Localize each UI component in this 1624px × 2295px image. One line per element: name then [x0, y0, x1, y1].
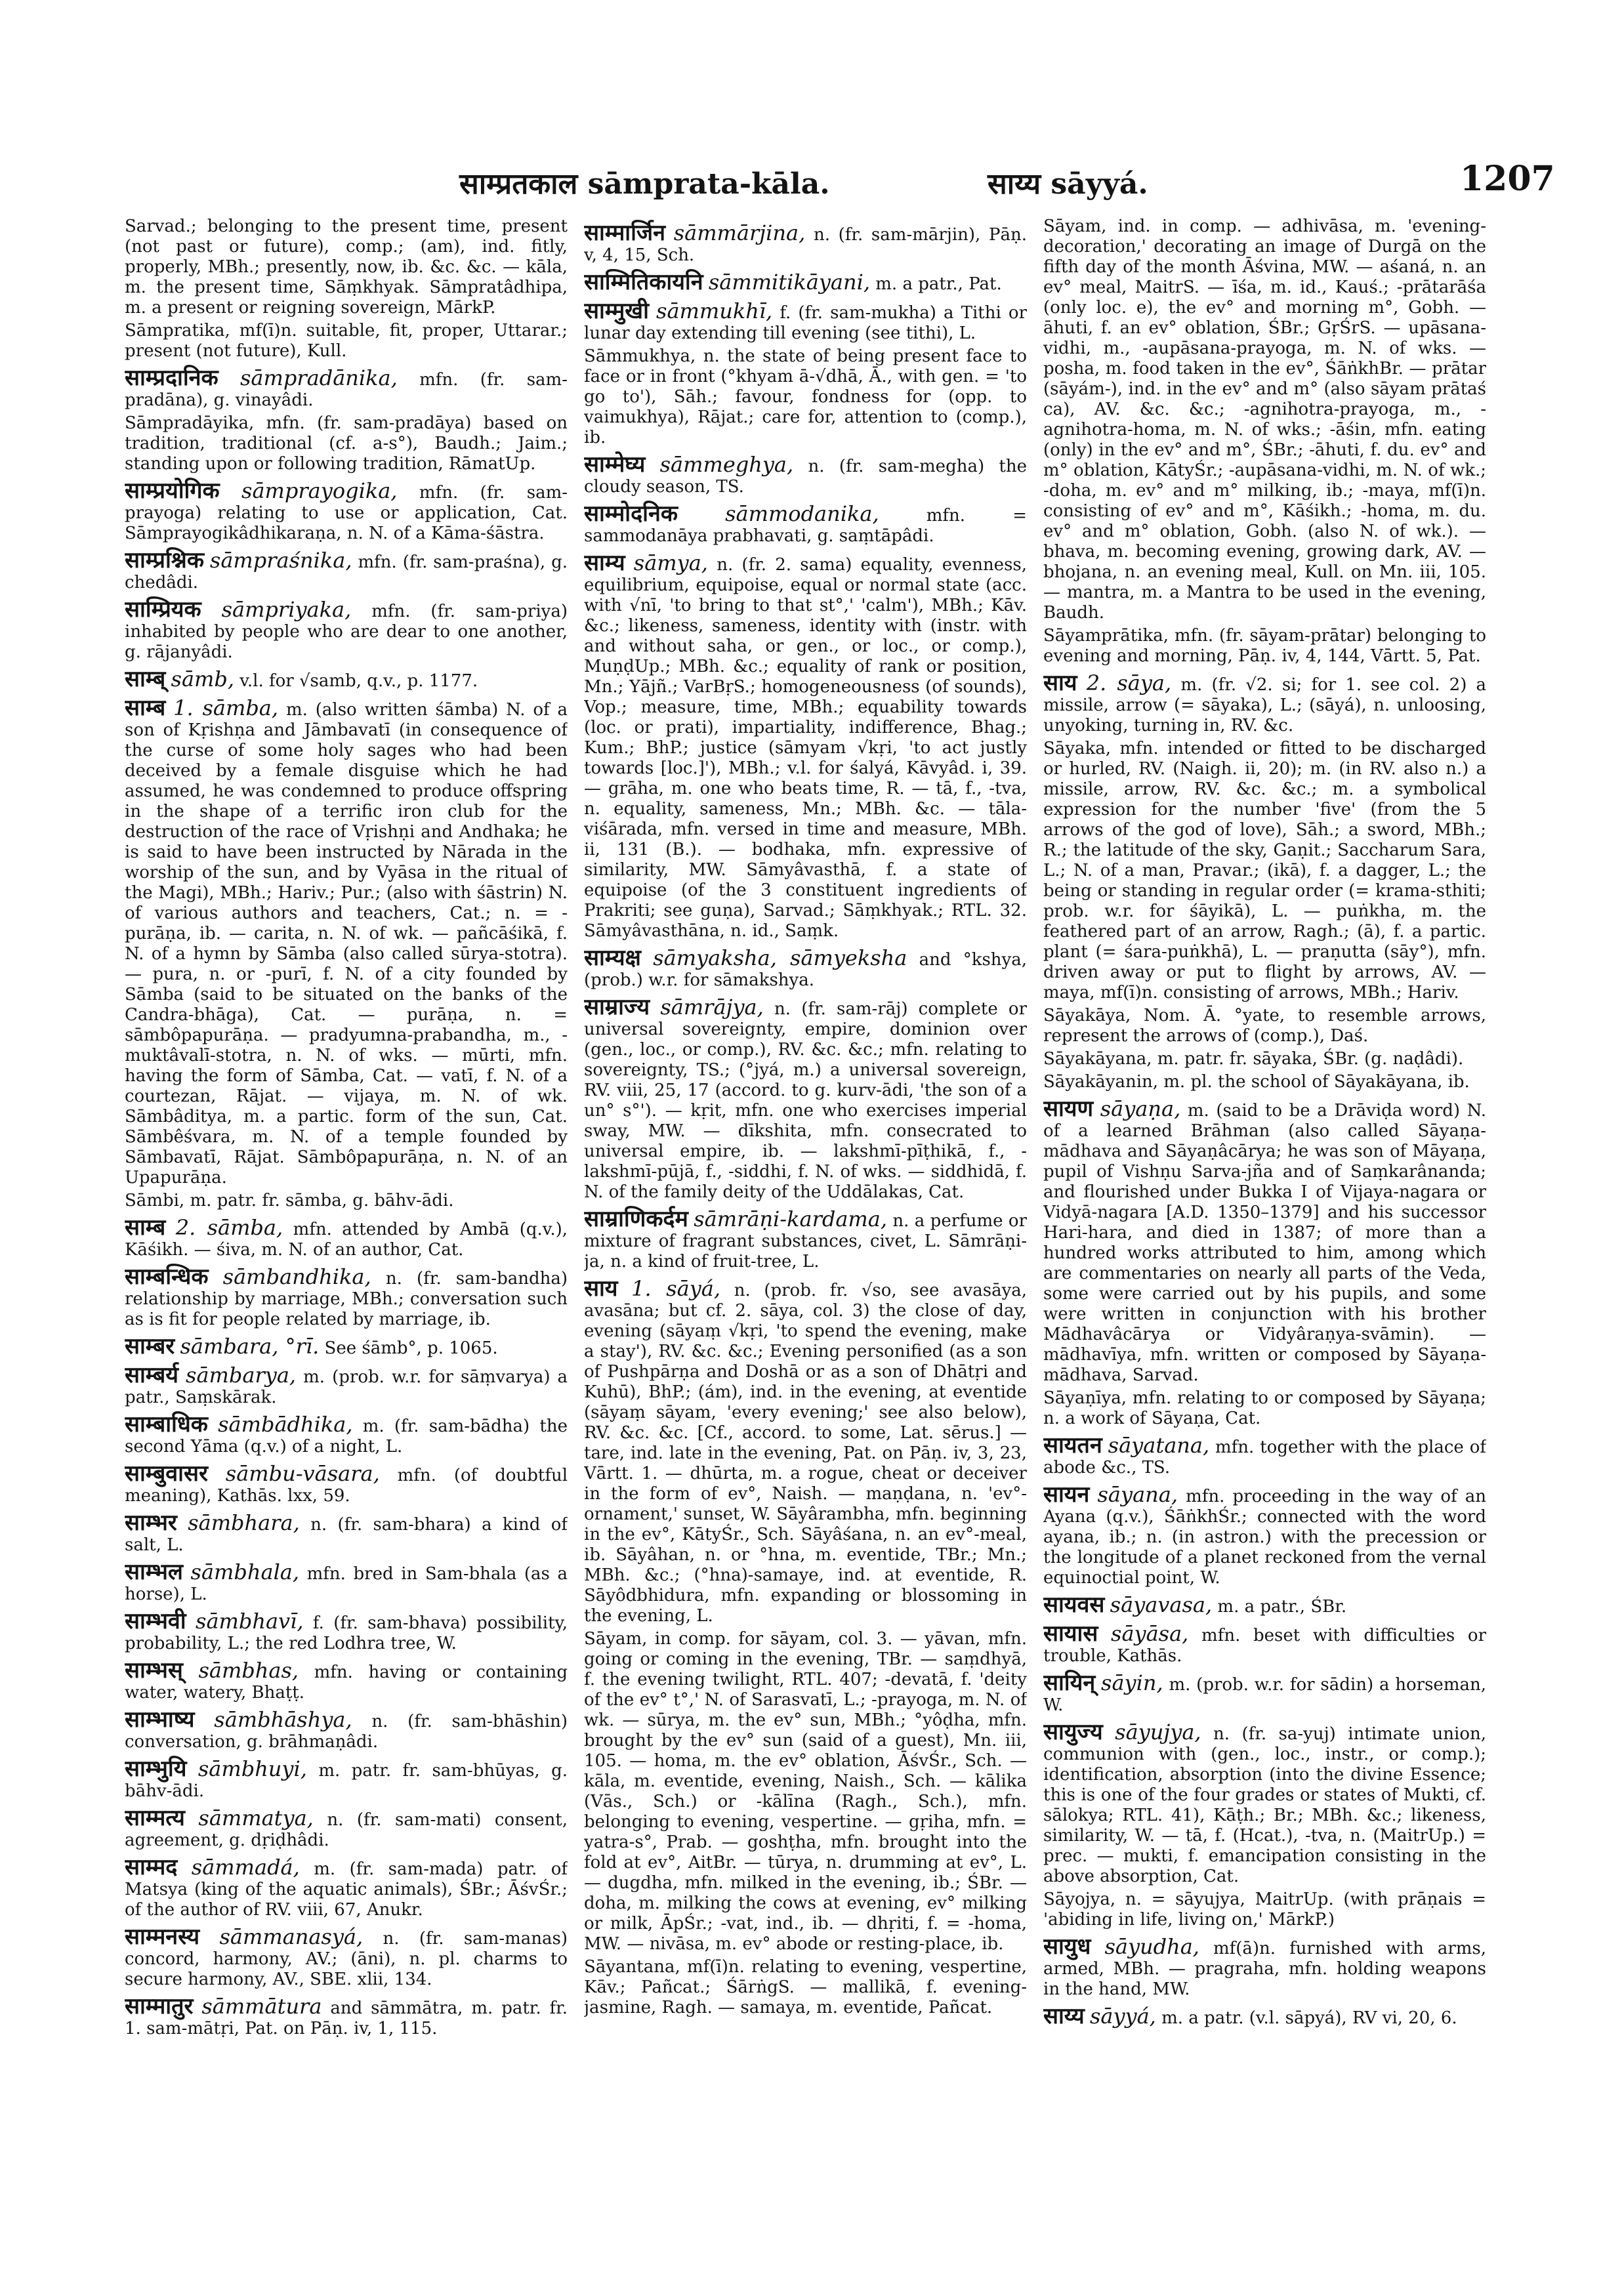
- entry-definition: m. (fr. sam-mada) patr. of Matsya (king of the aquatic animals), ŚBr.; ĀśvŚr.; of the author of RV. viii, 67, Anukr.: [125, 1859, 568, 1920]
- entry-definition: and sāmmātra, m. patr. fr. 1. sam-mātṛi, Pat. on Pāṇ. iv, 1, 115.: [125, 1998, 568, 2038]
- entry-definition: and °kshya, (prob.) w.r. for sāmakshya.: [584, 950, 1027, 990]
- headword-devanagari: साम्बाधिक: [125, 1411, 208, 1437]
- entry-definition: m. a patr., Pat.: [875, 274, 1002, 294]
- entry-definition: n. (fr. sam-manas) concord, harmony, AV.; (āni), n. pl. charms to secure harmony, AV., SBE. xlii, 134.: [125, 1929, 568, 1989]
- headword-transliteration: sāyin,: [1101, 1670, 1163, 1695]
- dictionary-entry: [584, 550, 1027, 941]
- headword-transliteration: sāmmitikāyani,: [708, 270, 871, 295]
- dictionary-entry: [584, 220, 1027, 266]
- dictionary-entry: [125, 1756, 568, 1802]
- page-number: 1207: [1460, 159, 1555, 199]
- headword-transliteration: sāmbhuyi,: [198, 1756, 307, 1781]
- headword-transliteration: sāmrājya,: [660, 995, 764, 1020]
- entry-definition: m. a patr. (v.l. sāpyá), RV vi, 20, 6.: [1161, 2008, 1457, 2028]
- entry-definition: m. (fr. √2. si; for 1. see col. 2) a missile, arrow (= sāyaka), L.; (sāyá), n. unloosing, unyoking, turning in, RV. &c.: [1043, 675, 1486, 735]
- entry-definition: mfn. together with the place of abode &c., TS.: [1043, 1437, 1486, 1478]
- headword-transliteration: sāmbhavī,: [196, 1609, 304, 1634]
- entry-definition: Sāyaka, mfn. intended or fitted to be discharged or hurled, RV. (Naigh. ii, 20); m. (in RV. also n.) a missile, arrow, RV. &c. &c.; m. a symbolical expression for the number 'five' (from the 5 arrows of the god of love), Sāh.; a sword, MBh.; R.; the latitude of the sky, Gaṇit.; Saccharum Sara, L.; N. of a man, Pravar.; (ikā), f. a dagger, L.; the being or standing in regular order (= krama-sthiti; prob. w.r. for śāyikā), L. — puṅkha, m. the feathered part of an arrow, Ragh.; (ā), f. a partic. plant (= śara-puṅkhā), L. — praṇutta (sāy°), mfn. driven away or put to flight by arrows, AV. — maya, mf(ī)n. consisting of arrows, MBh.; Hariv.: [1043, 739, 1486, 1003]
- dictionary-entry: [584, 945, 1027, 991]
- entry-definition: n. (fr. sam-mārjin), Pāṇ. v, 4, 15, Sch.: [584, 225, 1027, 265]
- headword-devanagari: सायतन: [1043, 1432, 1102, 1458]
- dictionary-entry: [125, 1559, 568, 1605]
- entry-definition: Sāmpratika, mf(ī)n. suitable, fit, proper, Uttarar.; present (not future), Kull.: [125, 321, 568, 361]
- dictionary-entry: [1043, 739, 1486, 1003]
- dictionary-entry: [584, 298, 1027, 344]
- headword-transliteration: sāmmātura: [201, 1994, 322, 2019]
- entry-definition: Sāmpradāyika, mfn. (fr. sam-pradāya) based on tradition, traditional (cf. a-s°), Baudh.; Jaim.; standing upon or following tradition, RāmatUp.: [125, 413, 568, 474]
- dictionary-entry: [125, 695, 568, 1188]
- dictionary-entry: [1043, 1096, 1486, 1386]
- headword-devanagari: सायुध: [1043, 1933, 1091, 1960]
- entry-definition: mfn. having or containing water, watery, Bhaṭṭ.: [125, 1663, 568, 1703]
- headword-transliteration: sāmpradānika,: [240, 365, 398, 390]
- headword-transliteration: sāmbhāshya,: [214, 1707, 352, 1732]
- headword-transliteration: 1. sāyá,: [631, 1276, 721, 1301]
- headword-devanagari: साम्मितिकायनि: [584, 269, 703, 295]
- entry-definition: mfn. beset with difficulties or trouble, Kathās.: [1043, 1626, 1486, 1666]
- dictionary-entry: [584, 1957, 1027, 2018]
- headword-devanagari: साम्प्रश्निक: [125, 547, 204, 573]
- dictionary-entry: [1043, 1006, 1486, 1046]
- entry-definition: Sāyantana, mf(ī)n. relating to evening, vespertine, Kāv.; Pañcat.; ŚārṅgS. — mallikā, f. evening-jasmine, Ragh. — samaya, m. eventide, Pañcat.: [584, 1957, 1027, 2017]
- headword-transliteration: sāmbhala,: [190, 1560, 300, 1584]
- headword-transliteration: sāmbara, °rī.: [180, 1334, 320, 1359]
- dictionary-entry: [1043, 2003, 1486, 2029]
- dictionary-entry: [125, 1333, 568, 1359]
- headword-transliteration: sāyavasa,: [1110, 1592, 1213, 1617]
- headword-devanagari: साम्बर्य: [125, 1362, 178, 1388]
- dictionary-entry: [1043, 1432, 1486, 1478]
- dictionary-entry: [125, 1460, 568, 1506]
- entry-definition: m. a patr., ŚBr.: [1217, 1597, 1347, 1617]
- headword-devanagari: साम्मार्जिन: [584, 220, 665, 246]
- headword-devanagari: सायवस: [1043, 1592, 1105, 1618]
- headword-transliteration: sāmbhas,: [198, 1658, 299, 1683]
- headword-devanagari: साम्भाष्य: [125, 1706, 195, 1733]
- entry-definition: Sāmbi, m. patr. fr. sāmba, g. bāhv-ādi.: [125, 1191, 454, 1210]
- headword-transliteration: sāyudha,: [1104, 1934, 1199, 1959]
- dictionary-entry: [1043, 626, 1486, 667]
- dictionary-entry: [1043, 1890, 1486, 1930]
- headword-devanagari: साम्भर: [125, 1510, 177, 1536]
- entry-definition: mfn. (fr. sam-praśna), g. chedâdi.: [125, 552, 568, 592]
- dictionary-entry: [1043, 670, 1486, 736]
- dictionary-entry: [125, 1510, 568, 1556]
- entry-definition: n. (fr. sam-bandha) relationship by marriage, MBh.; conversation such as is fit for people related by marriage, ib.: [125, 1269, 568, 1329]
- headword-devanagari: साम्भल: [125, 1559, 183, 1585]
- dictionary-entry: [1043, 1621, 1486, 1666]
- headword-transliteration: sāmmārjina,: [673, 220, 806, 245]
- headword-transliteration: sāmmanasyá,: [219, 1924, 364, 1949]
- entry-definition: Sāyakāya, Nom. Ā. °yate, to resemble arrows, represent the arrows of (comp.), Daś.: [1043, 1006, 1486, 1046]
- dictionary-entry: [125, 217, 568, 318]
- headword-devanagari: सायिन्: [1043, 1670, 1096, 1696]
- entry-definition: mfn. (fr. sam-pradāna), g. vinayâdi.: [125, 370, 568, 410]
- entry-definition: f. (fr. sam-bhava) possibility, probability, L.; the red Lodhra tree, W.: [125, 1613, 568, 1653]
- entry-definition: mf(ā)n. furnished with arms, armed, MBh. — pragraha, mfn. holding weapons in the hand, MW.: [1043, 1939, 1486, 1999]
- headword-devanagari: साम्मद: [125, 1854, 178, 1880]
- entry-definition: See śāmb°, p. 1065.: [324, 1338, 498, 1358]
- headword-devanagari: साम्बर: [125, 1333, 175, 1359]
- entry-definition: m. patr. fr. sam-bhūyas, g. bāhv-ādi.: [125, 1761, 568, 1801]
- headword-transliteration: sāyujya,: [1115, 1720, 1201, 1745]
- entry-definition: Sāyojya, n. = sāyujya, MaitrUp. (with prāṇais = 'abiding in life, living on,' MārkP.): [1043, 1890, 1486, 1930]
- headword-transliteration: sāmb,: [171, 667, 235, 692]
- entry-definition: Sāyam, ind. in comp. — adhivāsa, m. 'evening-decoration,' decorating an image of Durgā on the fifth day of the month Āśvina, MW. — aśaná, n. an ev° meal, MaitrS. — īśa, m. id., Kauś.; -prātarāśa (only loc. e), the ev° and morning m°, Gobh. — āhuti, f. an ev° oblation, ŚBr.; GṛŚrS. — upāsana-vidhi, m., -aupāsana-prayoga, m. N. of wks. — posha, m. food taken in the ev°, ŚāṅkhBr. — prātar (sāyám-), ind. in the ev° and m° (also sāyam prātaś ca), AV. &c. &c.; -agnihotra-prayoga, m., -agnihotra-homa, m. N. of wks.; -āśin, mfn. eating (only) in the ev° and m°, ŚBr.; -āhuti, f. du. ev° and m° oblation, KātyŚr.; -aupāsana-vidhi, m. N. of wk.; -doha, m. ev° and m° milking, ib.; -maya, mf(ī)n. consisting of ev° and m°, Kāśikh.; -homa, m. du. ev° and m° oblation, Gobh. (also N. of wk.). — bhava, m. becoming evening, growing dark, AV. — bhojana, n. an evening meal, Kull. on Mn. iii, 105. — mantra, m. a Mantra to be used in the evening, Baudh.: [1043, 217, 1486, 623]
- headword-transliteration: sāmbarya,: [186, 1363, 297, 1388]
- entry-definition: mfn. bred in Sam-bhala (as a horse), L.: [125, 1564, 568, 1604]
- entry-definition: n. (fr. sam-bhara) a kind of salt, L.: [125, 1515, 568, 1555]
- headword-transliteration: sāyatana,: [1108, 1433, 1210, 1458]
- headword-devanagari: साय्य: [1043, 2003, 1085, 2029]
- dictionary-entry: [125, 1411, 568, 1457]
- dictionary-entry: [1043, 217, 1486, 623]
- dictionary-entry: [125, 547, 568, 593]
- dictionary-entry: [125, 1362, 568, 1408]
- entry-definition: n. (fr. sam-bhāshin) conversation, g. brāhmaṇâdi.: [125, 1712, 568, 1752]
- dictionary-entry: [584, 1629, 1027, 1954]
- dictionary-entry: [125, 321, 568, 362]
- headword-devanagari: साम्राज्य: [584, 994, 650, 1020]
- headword-transliteration: 2. sāya,: [1086, 671, 1172, 695]
- entry-definition: n. (fr. 2. sama) equality, evenness, equilibrium, equipoise, equal or normal state (acc. with √nī, 'to bring to that st°,' 'calm'), MBh.; Kāv. &c.; likeness, sameness, identity with (instr. with and without saha, or gen., or loc., or comp.), MuṇḍUp.; MBh. &c.; equality of rank or position, Mn.; Yājñ.; VarBṛS.; homogeneousness (of sounds), Vop.; measure, time, MBh.; equability towards (loc. or prati), impartiality, indifference, Bhag.; Kum.; BhP.; justice (sāmyam √kṛi, 'to act justly towards [loc.]'), MBh.; v.l. for śalyá, Kāvyâd. i, 39. — grāha, m. one who beats time, R. — tā, f., -tva, n. equality, sameness, Mn.; MBh. &c. — tāla-viśārada, mfn. versed in time and measure, MBh. ii, 131 (B.). — bodhaka, mfn. expressive of similarity, MW. Sāmyâvasthā, f. a state of equipoise (of the 3 constituent ingredients of Prakriti; see guṇa), Sarvad.; Sāṃkhyak.; RTL. 32. Sāmyâvasthāna, n. id., Saṃk.: [584, 555, 1027, 941]
- headword-transliteration: 1. sāmba,: [173, 695, 279, 720]
- headword-devanagari: साम्बन्धिक: [125, 1264, 209, 1290]
- headword-transliteration: sāyaṇa,: [1100, 1096, 1181, 1121]
- dictionary-entry: [125, 1657, 568, 1703]
- headword-devanagari: साम्मत्य: [125, 1805, 185, 1831]
- entry-definition: v.l. for √samb, q.v., p. 1177.: [239, 671, 478, 691]
- column-2: [584, 217, 1027, 2277]
- headword-devanagari: साम्भवी: [125, 1608, 186, 1634]
- headword-devanagari: साम्मातुर: [125, 1993, 194, 2019]
- entry-definition: Sāmmukhya, n. the state of being present face to face or in front (°khyam ā-√dhā, Ā., with gen. = 'to go to'), Sāh.; favour, fondness for (opp. to vaimukhya), Rājat.; care for, attention to (comp.), ib.: [584, 346, 1027, 447]
- entry-definition: m. (said to be a Drāviḍa word) N. of a learned Brāhman (also called Sāyaṇa-mādhava and Sāyaṇâcārya; he was son of Māyaṇa, pupil of Vishṇu Sarva-jña and of Saṃkarânanda; and flourished under Bukka I of Vijaya-nagara or Vidyā-nagara [A.D. 1350–1379] and his successor Hari-hara, and died in 1387; of more than a hundred works attributed to him, among which are commentaries on nearly all parts of the Veda, some were carried out by his pupils, and some were written in conjunction with his brother Mādhavâcārya or Vidyâraṇya-svāmin). — mādhavīya, mfn. written or composed by Sāyaṇa-mādhava, Sarvad.: [1043, 1101, 1486, 1385]
- headword-devanagari: साम्मनस्य: [125, 1924, 200, 1950]
- entry-definition: mfn. (fr. sam-prayoga) relating to use or application, Cat. Sāmprayogikâdhikaraṇa, n. N. of a Kāma-śāstra.: [125, 483, 568, 543]
- entry-definition: Sāyakāyanin, m. pl. the school of Sāyakāyana, ib.: [1043, 1072, 1470, 1092]
- entry-definition: mfn. (fr. sam-priya) inhabited by people who are dear to one another, g. rājanyâdi.: [125, 602, 568, 662]
- headword-devanagari: साय: [1043, 670, 1077, 696]
- headword-devanagari: साम्प्रदानिक: [125, 365, 219, 391]
- headword-devanagari: साम्भस्: [125, 1657, 183, 1684]
- dictionary-entry: [1043, 1049, 1486, 1069]
- entry-definition: Sāyakāyana, m. patr. fr. sāyaka, ŚBr. (g. naḍâdi).: [1043, 1049, 1464, 1069]
- dictionary-entry: [584, 269, 1027, 295]
- column-1: [125, 217, 568, 2277]
- dictionary-entry: [125, 1191, 568, 1211]
- headword-devanagari: सायास: [1043, 1621, 1098, 1647]
- headword-transliteration: sāmbādhika,: [218, 1412, 353, 1437]
- dictionary-entry: [125, 478, 568, 544]
- dictionary-entry: [584, 451, 1027, 497]
- headword-transliteration: sāmbu-vāsara,: [225, 1461, 380, 1486]
- dictionary-entry: [125, 1924, 568, 1990]
- entry-definition: n. (fr. sam-megha) the cloudy season, TS.: [584, 457, 1027, 497]
- headword-devanagari: साम्मोदनिक: [584, 501, 678, 527]
- entry-definition: Sarvad.; belonging to the present time, present (not past or future), comp.; (am), ind. fitly, properly, MBh.; presently, now, ib. &c. &c. — kāla, m. the present time, Sāṃkhyak. Sāmpratâdhipa, m. a present or reigning sovereign, MārkP.: [125, 217, 568, 318]
- column-3: [1043, 217, 1486, 2277]
- dictionary-entry: [1043, 1592, 1486, 1618]
- entry-definition: m. (prob. w.r. for sādin) a horseman, W.: [1043, 1675, 1486, 1715]
- page-header: [0, 159, 1624, 209]
- dictionary-entry: [125, 1854, 568, 1920]
- headword-devanagari: साम्ब्: [125, 666, 166, 692]
- dictionary-entry: [125, 413, 568, 474]
- headword-transliteration: sāmmadá,: [191, 1855, 300, 1880]
- dictionary-entry: [125, 1214, 568, 1260]
- dictionary-entry: [584, 346, 1027, 448]
- dictionary-entry: [125, 1264, 568, 1330]
- dictionary-entry: [125, 596, 568, 663]
- dictionary-entry: [125, 666, 568, 692]
- entry-definition: mfn. proceeding in the way of an Ayana (q.v.), ŚāṅkhŚr.; connected with the word ayana, ib.; n. (in astron.) with the precession or the longitude of a planet reckoned from the vernal equinoctial point, W.: [1043, 1487, 1486, 1588]
- headword-transliteration: sāmmeghya,: [659, 452, 794, 477]
- headword-devanagari: साम्मुखी: [584, 298, 649, 324]
- entry-definition: n. (fr. sam-rāj) complete or universal sovereignty, empire, dominion over (gen., loc., or comp.), RV. &c. &c.; mfn. relating to sovereignty, TS.; (°jyá, m.) a universal sovereign, RV. viii, 25, 17 (accord. to g. kurv-ādi, 'the son of a un° s°'). — kṛit, mfn. one who exercises imperial sway, MW. — dīkshita, mfn. consecrated to universal empire, ib. — lakshmī-pīṭhikā, f., -lakshmī-pūjā, f., -siddhi, f. N. of wks. — siddhidā, f. N. of the family deity of the Uddālakas, Cat.: [584, 999, 1027, 1202]
- headword-devanagari: साम्ब: [125, 1214, 166, 1241]
- entry-definition: n. a perfume or mixture of fragrant substances, civet, L. Sāmrāṇi-ja, n. a kind of fruit-tree, L.: [584, 1211, 1027, 1272]
- headword-transliteration: sāyyá,: [1089, 2004, 1156, 2029]
- dictionary-entry: [584, 1275, 1027, 1626]
- entry-definition: n. (fr. sa-yuj) intimate union, communion with (gen., loc., instr., or comp.); identification, absorption (into the divine Essence; this is one of the four grades or states of Mukti, cf. sālokya; RTL. 41), Kāṭh.; Br.; MBh. &c.; likeness, similarity, W. — tā, f. (Hcat.), -tva, n. (MaitrUp.) = prec. — mukti, f. emancipation consisting in the above absorption, Cat.: [1043, 1724, 1486, 1886]
- headword-transliteration: sāmpriyaka,: [221, 597, 352, 622]
- headword-transliteration: sāyana,: [1097, 1482, 1178, 1507]
- headword-devanagari: साय: [584, 1275, 618, 1302]
- dictionary-entry: [584, 994, 1027, 1203]
- headword-devanagari: साम्य: [584, 550, 625, 576]
- headword-devanagari: साम्मेघ्य: [584, 451, 646, 478]
- dictionary-entry: [1043, 1481, 1486, 1588]
- headword-transliteration: sāyāsa,: [1111, 1621, 1189, 1646]
- dictionary-entry: [125, 1805, 568, 1851]
- entry-definition: mfn. (of doubtful meaning), Kathās. lxx, 59.: [125, 1466, 568, 1506]
- dictionary-entry: [584, 1206, 1027, 1272]
- entry-definition: f. (fr. sam-mukha) a Tithi or lunar day extending till evening (see tithi), L.: [584, 303, 1027, 343]
- dictionary-entry: [125, 1608, 568, 1654]
- dictionary-entry: [125, 1993, 568, 2039]
- headword-transliteration: sāmmukhī,: [656, 299, 773, 323]
- headword-transliteration: sāmmatya,: [198, 1806, 314, 1830]
- headword-transliteration: 2. sāmba,: [175, 1215, 283, 1240]
- headword-devanagari: साम्ब: [125, 695, 166, 721]
- entry-definition: m. (fr. sam-bādha) the second Yāma (q.v.) of a night, L.: [125, 1416, 568, 1457]
- headword-transliteration: sāmyaksha, sāmyeksha: [653, 945, 907, 970]
- dictionary-entry: [1043, 1670, 1486, 1716]
- entry-definition: Sāyamprātika, mfn. (fr. sāyam-prātar) belonging to evening and morning, Pāṇ. iv, 4, 144, Vārtt. 5, Pat.: [1043, 626, 1486, 666]
- headword-transliteration: sāmbhara,: [188, 1510, 300, 1535]
- headword-devanagari: साम्राणिकर्दम: [584, 1206, 688, 1232]
- dictionary-entry: [584, 501, 1027, 547]
- dictionary-entry: [1043, 1072, 1486, 1092]
- dictionary-entry: [125, 365, 568, 411]
- entry-definition: m. (also written śāmba) N. of a son of Kṛishṇa and Jāmbavatī (in consequence of the curse of some holy sages who had been deceived by a female disguise which he had assumed, he was condemned to produce offspring in the shape of a terrific iron club for the destruction of the race of Vṛishṇi and Andhaka; he is said to have been instructed by Nārada in the worship of the sun, and by Vyāsa in the ritual of the Magi), MBh.; Hariv.; Pur.; (also with śāstrin) N. of various authors and teachers, Cat.; n. = -purāṇa, ib. — carita, n. N. of wk. — pañcāśikā, f. N. of a hymn by Sāmba (also called sūrya-stotra). — pura, n. or -purī, f. N. of a city founded by Sāmba (said to be situated on the banks of the Candra-bhāga), Cat. — purāṇa, n. = sāmbôpapurāṇa. — pradyumna-prabandha, m., -muktâvalī-stotra, n. N. of wks. — mūrti, mfn. having the form of Sāmba, Cat. — vatī, f. N. of a courtezan, Rājat. — vijaya, m. N. of wk. Sāmbâditya, m. a partic. form of the sun, Cat. Sāmbêśvara, m. N. of a temple founded by Sāmbavatī, Rājat. Sāmbôpapurāṇa, n. N. of an Upapurāṇa.: [125, 700, 568, 1188]
- entry-definition: mfn. attended by Ambā (q.v.), Kāśikh. — śiva, m. N. of an author, Cat.: [125, 1220, 568, 1260]
- dictionary-entry: [1043, 1933, 1486, 2000]
- headword-devanagari: साम्भुयि: [125, 1756, 187, 1782]
- headword-transliteration: sāmya,: [633, 550, 708, 575]
- headword-devanagari: साम्प्रियक: [125, 596, 201, 623]
- headword-transliteration: sāmrāṇi-kardama,: [694, 1207, 888, 1231]
- headword-devanagari: साम्यक्ष: [584, 945, 641, 971]
- headword-transliteration: sāmprayogika,: [241, 478, 398, 503]
- headword-transliteration: sāmpraśnika,: [209, 548, 352, 573]
- dictionary-columns: [125, 217, 1509, 2277]
- headword-devanagari: साम्प्रयोगिक: [125, 478, 220, 504]
- headword-transliteration: sāmbandhika,: [222, 1264, 371, 1289]
- dictionary-entry: [1043, 1719, 1486, 1887]
- running-head-left: साम्प्रतकाल sāmprata-kāla.: [459, 167, 830, 201]
- headword-devanagari: सायुज्य: [1043, 1719, 1103, 1745]
- entry-definition: n. (fr. sam-mati) consent, agreement, g. dṛiḍhâdi.: [125, 1810, 568, 1850]
- dictionary-entry: [125, 1706, 568, 1752]
- headword-transliteration: sāmmodanika,: [725, 501, 879, 526]
- headword-devanagari: साम्बुवासर: [125, 1460, 208, 1487]
- headword-devanagari: सायण: [1043, 1096, 1094, 1122]
- entry-definition: m. (prob. w.r. for sāṃvarya) a patr., Saṃskārak.: [125, 1367, 568, 1407]
- entry-definition: Sāyam, in comp. for sāyam, col. 3. — yāvan, mfn. going or coming in the evening, TBr. — saṃdhyā, f. the evening twilight, RTL. 407; -devatā, f. 'deity of the ev° t°,' N. of Sarasvatī, L.; -prayoga, m. N. of wk. — sūrya, m. the ev° sun, MBh.; °yôḍha, mfn. brought by the ev° sun (said of a guest), Mn. iii, 105. — homa, m. the ev° oblation, ĀśvŚr., Sch. — kāla, m. eventide, evening, Naish., Sch. — kālika (Vās., Sch.) or -kālīna (Ragh., Sch.), mfn. belonging to evening, vespertine. — gṛiha, mfn. = yatra-s°, Prab. — goshṭha, mfn. brought into the fold at ev°, AitBr. — tūrya, n. drumming at ev°, L. — dugdha, mfn. milked in the evening, ib.; ŚBr. — doha, m. milking the cows at evening, ev° milking or milk, ĀpŚr.; -vat, ind., ib. — dhṛiti, f. = -homa, MW. — nivāsa, m. ev° abode or resting-place, ib.: [584, 1629, 1027, 1954]
- entry-definition: mfn. = sammodanāya prabhavati, g. saṃtāpâdi.: [584, 506, 1027, 546]
- entry-definition: Sāyaṇīya, mfn. relating to or composed by Sāyaṇa; n. a work of Sāyaṇa, Cat.: [1043, 1388, 1486, 1428]
- dictionary-entry: [1043, 1388, 1486, 1429]
- running-head-right: साय्य sāyyá.: [988, 167, 1148, 201]
- entry-definition: n. (prob. fr. √so, see avasāya, avasāna; but cf. 2. sāya, col. 3) the close of day, evening (sāyaṃ √kṛi, 'to spend the evening, make a stay'), RV. &c. &c.; Evening personified (as a son of Pushpārṇa and Doshā or as a son of Dhātṛi and Kuhū), BhP.; (ám), ind. in the evening, at eventide (sāyaṃ sāyam, 'every evening;' see also below), RV. &c. &c. [Cf., accord. to some, Lat. sērus.] — tare, ind. late in the evening, Pat. on Pāṇ. iv, 3, 23, Vārtt. 1. — dhūrta, m. a rogue, cheat or deceiver in the form of ev°, Naish. — maṇḍana, n. 'ev°-ornament,' sunset, W. Sāyârambha, mfn. beginning in the ev°, KātyŚr., Sch. Sāyâśana, n. an ev°-meal, ib. Sāyâhan, n. or °hna, m. eventide, TBr.; Mn.; MBh. &c.; (°hna)-samaye, ind. at eventide, R. Sāyôdbhidura, mfn. expanding or blossoming in the evening, L.: [584, 1281, 1027, 1626]
- headword-devanagari: सायन: [1043, 1481, 1090, 1508]
